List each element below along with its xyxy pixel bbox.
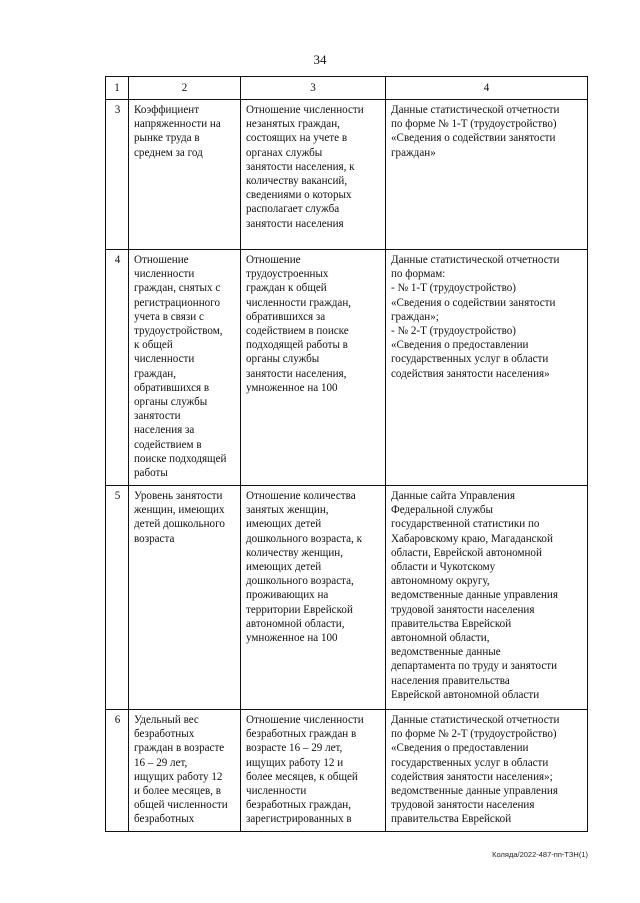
text-line: дошкольного возраста, к: [246, 532, 362, 545]
text-line: Еврейской автономной области: [391, 688, 540, 701]
text-line: Данные статистической отчетности: [391, 104, 560, 116]
text-line: Отношение численности: [246, 714, 364, 726]
text-line: Данные статистической отчетности: [391, 714, 560, 726]
table-header-row: [106, 77, 588, 100]
text-line: учета в связи с: [134, 310, 204, 323]
text-line: Отношение количества: [246, 490, 356, 502]
text-line: регистрационного: [134, 296, 220, 309]
text-line: количеству женщин,: [246, 546, 343, 559]
text-line: Федеральной службы: [391, 504, 493, 517]
text-line: умноженное на 100: [246, 632, 338, 645]
text-line: общей численности: [134, 799, 228, 812]
text-line: «Сведения о предоставлении: [391, 339, 529, 352]
text-line: обратившихся за: [246, 310, 326, 323]
text-line: граждан в возрасте: [134, 742, 225, 755]
text-line: по формам:: [391, 268, 446, 281]
document-code: Коляда/2022-487-пп-ТЗН(1): [492, 850, 588, 859]
text-line: ищущих работу 12: [134, 770, 223, 783]
data-source-cell: [386, 100, 588, 250]
text-line: органы службы: [246, 353, 320, 366]
text-line: трудоустроенных: [246, 268, 329, 281]
text-line: женщин, имеющих: [134, 504, 225, 517]
text-line: ведомственные данные управления: [391, 589, 558, 602]
text-line: возраста: [134, 532, 175, 545]
text-line: напряженности на: [134, 118, 221, 131]
data-source-cell: [386, 250, 588, 486]
text-line: содействия занятости населения»: [391, 367, 550, 380]
text-line: «Сведения о предоставлении: [391, 742, 529, 755]
text-line: рынке труда в: [134, 132, 200, 145]
text-line: Отношение: [246, 254, 301, 266]
text-line: органы службы: [134, 396, 208, 409]
text-line: области и Чукотскому: [391, 561, 496, 574]
text-line: государственных услуг в области: [391, 353, 549, 366]
indicators-table: [105, 76, 588, 832]
text-line: Хабаровскому краю, Магаданской: [391, 532, 553, 545]
table-row: [106, 710, 588, 832]
text-line: граждан, снятых с: [134, 282, 221, 295]
indicator-name-cell: [129, 100, 241, 250]
text-line: количеству вакансий,: [246, 175, 348, 188]
text-line: к общей: [134, 339, 173, 352]
data-source-cell: [386, 710, 588, 832]
text-line: автономной области,: [246, 617, 345, 630]
calculation-method-cell: [241, 100, 386, 250]
text-line: численности: [246, 785, 307, 798]
text-line: имеющих детей: [246, 518, 322, 531]
text-line: имеющих детей: [246, 561, 322, 574]
text-line: правительства Еврейской: [391, 617, 512, 630]
text-line: состоящих на учете в: [246, 132, 348, 145]
indicator-name-cell: [129, 710, 241, 832]
text-line: «Сведения о содействии занятости: [391, 296, 556, 309]
row-number: 6: [106, 710, 129, 832]
row-number: 3: [106, 100, 129, 250]
text-line: Отношение: [134, 254, 189, 266]
text-line: занятости населения: [246, 217, 344, 230]
text-line: органах службы: [246, 146, 323, 159]
text-line: ведомственные данные управления: [391, 785, 558, 798]
text-line: трудовой занятости населения: [391, 603, 535, 616]
text-line: содействием в поиске: [246, 325, 349, 338]
text-line: Удельный вес: [134, 714, 199, 726]
text-line: автономному округу,: [391, 575, 490, 588]
row-number: 5: [106, 486, 129, 710]
header-cell: 3: [241, 77, 386, 100]
text-line: занятости населения,: [246, 367, 347, 380]
text-line: территории Еврейской: [246, 603, 353, 616]
text-line: государственных услуг в области: [391, 756, 549, 769]
text-line: граждан»: [391, 146, 436, 159]
text-line: численности: [134, 353, 195, 366]
text-line: государственной статистики по: [391, 518, 540, 531]
calculation-method-cell: [241, 250, 386, 486]
text-line: и более месяцев, в: [134, 785, 222, 798]
page-number: 34: [313, 52, 327, 67]
text-line: «Сведения о содействии занятости: [391, 132, 556, 145]
text-line: возрасте 16 – 29 лет,: [246, 742, 343, 755]
text-line: численности: [134, 268, 195, 281]
text-line: автономной области,: [391, 632, 490, 645]
text-line: занятости населения, к: [246, 160, 355, 173]
text-line: численности граждан,: [246, 296, 352, 309]
calculation-method-cell: [241, 486, 386, 710]
text-line: 16 – 29 лет,: [134, 756, 188, 769]
text-line: ведомственные данные: [391, 646, 501, 659]
text-line: по форме № 2-Т (трудоустройство): [391, 728, 557, 741]
text-line: - № 2-Т (трудоустройство): [391, 325, 516, 338]
text-line: поиске подходящей: [134, 452, 227, 465]
text-line: населения за: [134, 424, 195, 437]
text-line: ищущих работу 12 и: [246, 756, 344, 769]
table-row: [106, 100, 588, 250]
header-cell: 1: [106, 77, 129, 100]
text-line: Данные сайта Управления: [391, 490, 515, 502]
text-line: Уровень занятости: [134, 490, 223, 502]
text-line: Данные статистической отчетности: [391, 254, 560, 266]
text-line: детей дошкольного: [134, 518, 225, 531]
text-line: граждан к общей: [246, 282, 327, 295]
text-line: содействия занятости населения»;: [391, 770, 553, 783]
text-line: подходящей работы в: [246, 339, 348, 352]
text-line: безработных граждан в: [246, 728, 357, 741]
text-line: занятости: [134, 410, 181, 423]
text-line: - № 1-Т (трудоустройство): [391, 282, 516, 295]
text-line: населения правительства: [391, 674, 510, 687]
row-number: 4: [106, 250, 129, 486]
text-line: трудовой занятости населения: [391, 799, 535, 812]
header-cell: 2: [129, 77, 241, 100]
header-cell: 4: [386, 77, 588, 100]
indicator-name-cell: [129, 250, 241, 486]
text-line: работы: [134, 467, 168, 480]
text-line: зарегистрированных в: [246, 813, 352, 826]
text-line: безработных: [134, 728, 195, 741]
text-line: обратившихся в: [134, 381, 210, 394]
text-line: Отношение численности: [246, 104, 364, 116]
text-line: дошкольного возраста,: [246, 575, 354, 588]
text-line: более месяцев, к общей: [246, 770, 358, 783]
text-line: содействием в: [134, 438, 202, 451]
text-line: граждан»;: [391, 310, 439, 323]
text-line: области, Еврейской автономной: [391, 546, 542, 559]
text-line: трудоустройством,: [134, 325, 223, 338]
text-line: располагает служба: [246, 203, 340, 216]
text-line: незанятых граждан,: [246, 118, 340, 131]
text-line: правительства Еврейской: [391, 813, 512, 826]
calculation-method-cell: [241, 710, 386, 832]
text-line: безработных граждан,: [246, 799, 351, 812]
text-line: граждан,: [134, 367, 176, 380]
indicator-name-cell: [129, 486, 241, 710]
text-line: проживающих на: [246, 589, 329, 602]
text-line: сведениями о которых: [246, 189, 352, 202]
text-line: умноженное на 100: [246, 381, 338, 394]
text-line: безработных: [134, 813, 195, 826]
text-line: департамента по труду и занятости: [391, 660, 558, 673]
table-row: [106, 486, 588, 710]
text-line: Коэффициент: [134, 104, 200, 116]
table-row: [106, 250, 588, 486]
text-line: среднем за год: [134, 146, 203, 159]
data-source-cell: [386, 486, 588, 710]
text-line: по форме № 1-Т (трудоустройство): [391, 118, 557, 131]
text-line: занятых женщин,: [246, 504, 329, 517]
